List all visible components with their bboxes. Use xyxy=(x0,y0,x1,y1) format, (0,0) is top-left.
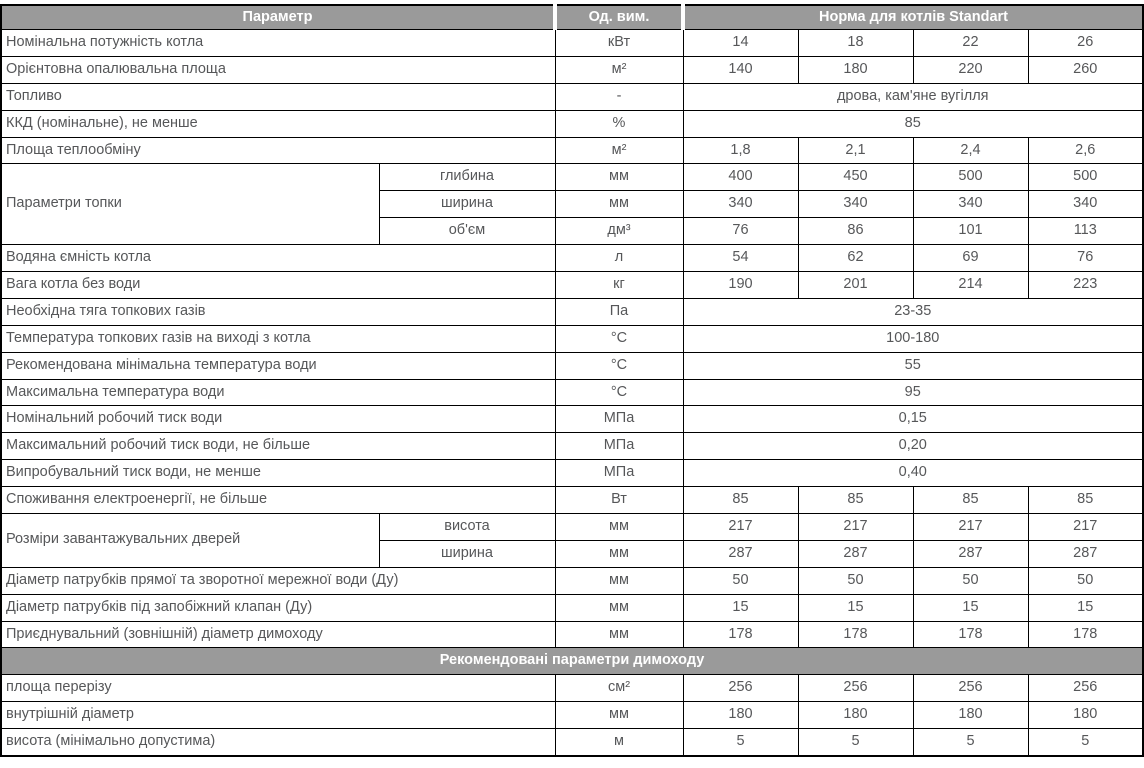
table-row xyxy=(1,729,1143,756)
header-unit: Од. вим. xyxy=(555,5,683,30)
value-cell: 340 xyxy=(683,191,798,218)
value-cell: 15 xyxy=(683,594,798,621)
table-row xyxy=(1,433,1143,460)
param-label: Приєднувальний (зовнішній) діаметр димоходу xyxy=(1,621,555,648)
param-label: Номінальна потужність котла xyxy=(1,30,555,57)
unit-cell: мм xyxy=(555,191,683,218)
value-cell: 18 xyxy=(798,30,913,57)
param-label: Номінальний робочий тиск води xyxy=(1,406,555,433)
unit-cell: мм xyxy=(555,540,683,567)
value-cell-merged: 95 xyxy=(683,379,1143,406)
table-row xyxy=(1,406,1143,433)
unit-cell: мм xyxy=(555,702,683,729)
value-cell: 287 xyxy=(683,540,798,567)
header-norm: Норма для котлів Standart xyxy=(683,5,1143,30)
value-cell-merged: 0,15 xyxy=(683,406,1143,433)
unit-cell: см² xyxy=(555,675,683,702)
unit-cell: кВт xyxy=(555,30,683,57)
value-cell: 180 xyxy=(798,56,913,83)
value-cell-merged: 85 xyxy=(683,110,1143,137)
value-cell: 85 xyxy=(1028,487,1143,514)
unit-cell: дм³ xyxy=(555,218,683,245)
value-cell: 85 xyxy=(683,487,798,514)
table-row xyxy=(1,298,1143,325)
value-cell: 14 xyxy=(683,30,798,57)
table-row xyxy=(1,352,1143,379)
value-cell: 2,1 xyxy=(798,137,913,164)
value-cell-merged: 23-35 xyxy=(683,298,1143,325)
param-label: Площа теплообміну xyxy=(1,137,555,164)
value-cell: 22 xyxy=(913,30,1028,57)
value-cell: 2,4 xyxy=(913,137,1028,164)
table-row xyxy=(1,567,1143,594)
unit-cell: мм xyxy=(555,594,683,621)
value-cell: 500 xyxy=(1028,164,1143,191)
param-group-label: Параметри топки xyxy=(1,164,379,245)
value-cell: 69 xyxy=(913,245,1028,272)
value-cell: 1,8 xyxy=(683,137,798,164)
value-cell: 50 xyxy=(798,567,913,594)
value-cell: 5 xyxy=(913,729,1028,756)
param-label: Вага котла без води xyxy=(1,272,555,299)
value-cell: 50 xyxy=(913,567,1028,594)
value-cell: 220 xyxy=(913,56,1028,83)
value-cell: 62 xyxy=(798,245,913,272)
param-label: Випробувальний тиск води, не менше xyxy=(1,460,555,487)
table-row xyxy=(1,83,1143,110)
table-row xyxy=(1,56,1143,83)
spec-table xyxy=(0,4,1144,757)
value-cell: 85 xyxy=(798,487,913,514)
value-cell: 217 xyxy=(683,514,798,541)
value-cell: 256 xyxy=(1028,675,1143,702)
value-cell: 50 xyxy=(683,567,798,594)
value-cell: 85 xyxy=(913,487,1028,514)
header-param: Параметр xyxy=(1,5,555,30)
value-cell: 287 xyxy=(798,540,913,567)
value-cell: 101 xyxy=(913,218,1028,245)
value-cell: 214 xyxy=(913,272,1028,299)
param-group-label: Розміри завантажувальних дверей xyxy=(1,514,379,568)
unit-cell: мм xyxy=(555,567,683,594)
unit-cell: °С xyxy=(555,325,683,352)
value-cell: 223 xyxy=(1028,272,1143,299)
value-cell: 86 xyxy=(798,218,913,245)
value-cell-merged: 55 xyxy=(683,352,1143,379)
value-cell: 260 xyxy=(1028,56,1143,83)
value-cell: 54 xyxy=(683,245,798,272)
value-cell: 15 xyxy=(913,594,1028,621)
value-cell: 217 xyxy=(913,514,1028,541)
table-row xyxy=(1,245,1143,272)
unit-cell: °С xyxy=(555,352,683,379)
value-cell: 340 xyxy=(913,191,1028,218)
param-label: Максимальна температура води xyxy=(1,379,555,406)
value-cell: 76 xyxy=(683,218,798,245)
value-cell: 256 xyxy=(798,675,913,702)
unit-cell: мм xyxy=(555,164,683,191)
value-cell: 180 xyxy=(1028,702,1143,729)
param-label: Максимальний робочий тиск води, не більше xyxy=(1,433,555,460)
param-label: Діаметр патрубків прямої та зворотної мережної води (Ду) xyxy=(1,567,555,594)
value-cell: 217 xyxy=(1028,514,1143,541)
table-row xyxy=(1,702,1143,729)
param-label: Споживання електроенергії, не більше xyxy=(1,487,555,514)
value-cell: 340 xyxy=(798,191,913,218)
table-row xyxy=(1,621,1143,648)
value-cell: 201 xyxy=(798,272,913,299)
unit-cell: Па xyxy=(555,298,683,325)
param-label: площа перерізу xyxy=(1,675,555,702)
table-row-group xyxy=(1,164,1143,191)
param-label: Орієнтовна опалювальна площа xyxy=(1,56,555,83)
value-cell-merged: дрова, кам'яне вугілля xyxy=(683,83,1143,110)
value-cell: 450 xyxy=(798,164,913,191)
param-label: ККД (номінальне), не менше xyxy=(1,110,555,137)
value-cell: 180 xyxy=(798,702,913,729)
param-label: висота (мінімально допустима) xyxy=(1,729,555,756)
value-cell: 287 xyxy=(1028,540,1143,567)
value-cell: 180 xyxy=(683,702,798,729)
table-row xyxy=(1,137,1143,164)
unit-cell: % xyxy=(555,110,683,137)
param-label: Температура топкових газів на виході з котла xyxy=(1,325,555,352)
unit-cell: л xyxy=(555,245,683,272)
table-row xyxy=(1,675,1143,702)
unit-cell: МПа xyxy=(555,460,683,487)
value-cell: 500 xyxy=(913,164,1028,191)
value-cell: 400 xyxy=(683,164,798,191)
table-row xyxy=(1,30,1143,57)
param-label: Рекомендована мінімальна температура води xyxy=(1,352,555,379)
value-cell: 340 xyxy=(1028,191,1143,218)
table-header-row xyxy=(1,5,1143,30)
unit-cell: МПа xyxy=(555,406,683,433)
value-cell: 2,6 xyxy=(1028,137,1143,164)
table-row xyxy=(1,272,1143,299)
param-sublabel: об'єм xyxy=(379,218,555,245)
section-header: Рекомендовані параметри димоходу xyxy=(1,648,1143,675)
value-cell: 5 xyxy=(1028,729,1143,756)
value-cell: 50 xyxy=(1028,567,1143,594)
unit-cell: мм xyxy=(555,514,683,541)
unit-cell: °С xyxy=(555,379,683,406)
value-cell: 76 xyxy=(1028,245,1143,272)
value-cell: 178 xyxy=(913,621,1028,648)
value-cell: 113 xyxy=(1028,218,1143,245)
unit-cell: м² xyxy=(555,137,683,164)
unit-cell: Вт xyxy=(555,487,683,514)
value-cell: 140 xyxy=(683,56,798,83)
value-cell-merged: 100-180 xyxy=(683,325,1143,352)
value-cell: 190 xyxy=(683,272,798,299)
table-row xyxy=(1,487,1143,514)
param-sublabel: ширина xyxy=(379,191,555,218)
table-row xyxy=(1,460,1143,487)
table-row xyxy=(1,594,1143,621)
param-sublabel: висота xyxy=(379,514,555,541)
value-cell: 15 xyxy=(798,594,913,621)
value-cell: 178 xyxy=(683,621,798,648)
param-sublabel: ширина xyxy=(379,540,555,567)
value-cell: 15 xyxy=(1028,594,1143,621)
unit-cell: м xyxy=(555,729,683,756)
unit-cell: - xyxy=(555,83,683,110)
unit-cell: кг xyxy=(555,272,683,299)
value-cell: 180 xyxy=(913,702,1028,729)
value-cell: 256 xyxy=(683,675,798,702)
value-cell: 287 xyxy=(913,540,1028,567)
value-cell-merged: 0,40 xyxy=(683,460,1143,487)
section-header-row xyxy=(1,648,1143,675)
unit-cell: м² xyxy=(555,56,683,83)
table-row-group xyxy=(1,514,1143,541)
param-label: Діаметр патрубків під запобіжний клапан (Ду) xyxy=(1,594,555,621)
param-sublabel: глибина xyxy=(379,164,555,191)
value-cell: 26 xyxy=(1028,30,1143,57)
table-row xyxy=(1,110,1143,137)
value-cell: 5 xyxy=(798,729,913,756)
table-row xyxy=(1,379,1143,406)
param-label: Топливо xyxy=(1,83,555,110)
value-cell: 178 xyxy=(1028,621,1143,648)
value-cell-merged: 0,20 xyxy=(683,433,1143,460)
table-row xyxy=(1,325,1143,352)
param-label: внутрішній діаметр xyxy=(1,702,555,729)
unit-cell: мм xyxy=(555,621,683,648)
value-cell: 178 xyxy=(798,621,913,648)
value-cell: 256 xyxy=(913,675,1028,702)
param-label: Необхідна тяга топкових газів xyxy=(1,298,555,325)
unit-cell: МПа xyxy=(555,433,683,460)
param-label: Водяна ємність котла xyxy=(1,245,555,272)
value-cell: 5 xyxy=(683,729,798,756)
value-cell: 217 xyxy=(798,514,913,541)
